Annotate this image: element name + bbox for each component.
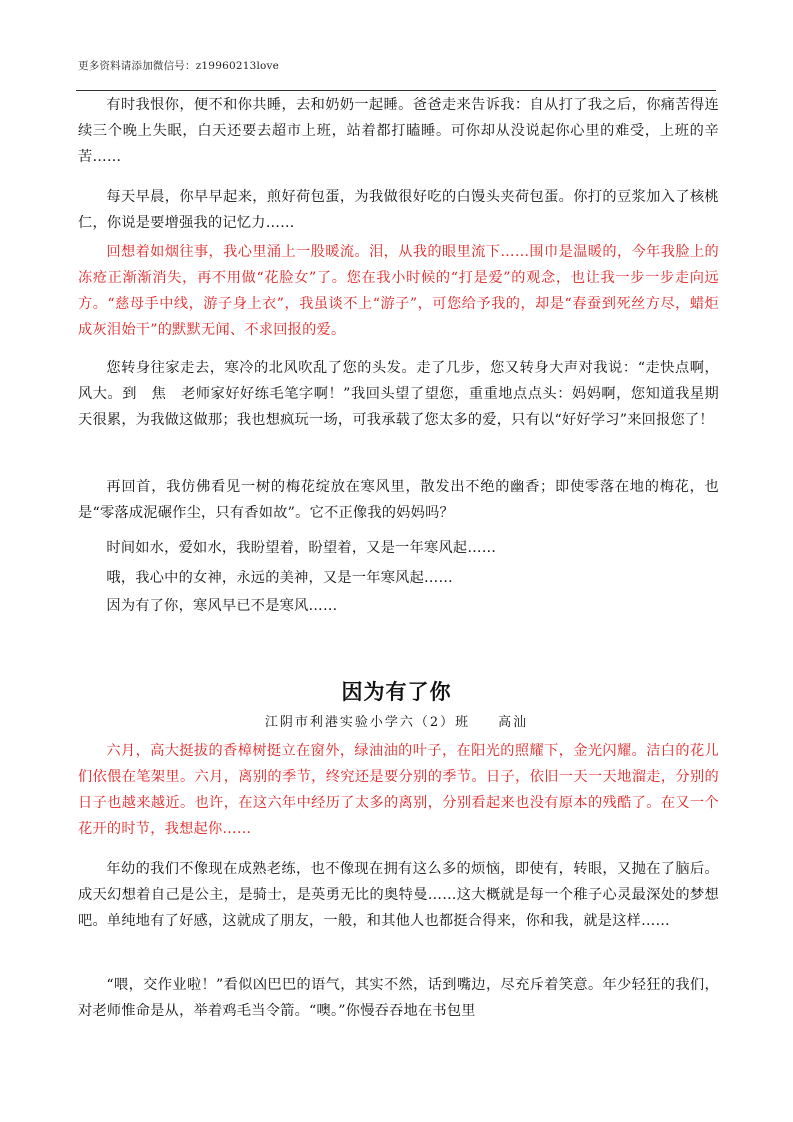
essay1-paragraph-7: 哦，我心中的女神，永远的美神，又是一年寒风起…… [106,570,453,586]
essay1-paragraph-4: 您转身往家走去，寒冷的北风吹乱了您的头发。走了几步，您又转身大声对我说：“走快点啊，风大。到 焦 老师家好好练毛笔字啊！”我回头望了望您，重重地点点头：妈妈啊，您知道我星期天很累，为我做这做那；我也想疯玩一场，可我承载了您太多的爱，只有以“好好学习”来回报您了！ [78,360,719,428]
essay1-paragraph-8: 因为有了你，寒风早已不是寒风…… [106,598,338,614]
header-divider [76,90,716,91]
essay1-paragraph-5: 再回首，我仿佛看见一树的梅花绽放在寒风里，散发出不绝的幽香；即使零落在地的梅花，也是“零落成泥碾作尘，只有香如故”。它不正像我的妈妈吗？ [78,479,719,521]
header-note: 更多资料请添加微信号：z19960213love [78,60,280,72]
essay2-author: 高汕 [498,715,529,730]
essay2-byline [0,711,793,730]
essay2-paragraph-2: 年幼的我们不像现在成熟老练，也不像现在拥有这么多的烦恼，即使有，转眼，又抛在了脑后。成天幻想着自己是公主，是骑士，是英勇无比的奥特曼……这大概就是每一个稚子心灵最深处的梦想吧。单纯地有了好感，这就成了朋友，一般，和其他人也都挺合得来，你和我，就是这样…… [78,861,719,929]
essay1-paragraph-3: 回想着如烟往事，我心里涌上一股暖流。泪，从我的眼里流下……围巾是温暖的，今年我脸上的冻疮正渐渐消失，再不用做“花脸女”了。您在我小时候的“打是爱”的观念，也让我一步一步走向远方。“慈母手中线，游子身上衣”，我虽谈不上“游子”，可您给予我的，却是“春蚕到死丝方尽，蜡炬成灰泪始干”的默默无闻、不求回报的爱。 [78,244,719,338]
essay2-title: 因为有了你 [341,680,452,704]
essay2-school: 江阴市利港实验小学六（2）班 [264,715,471,730]
essay1-paragraph-1: 有时我恨你，便不和你共睡，去和奶奶一起睡。爸爸走来告诉我：自从打了我之后，你痛苦得连续三个晚上失眠，白天还要去超市上班，站着都打瞌睡。可你却从没说起你心里的难受，上班的辛苦…… [78,97,719,165]
essay1-paragraph-2: 每天早晨，你早早起来，煎好荷包蛋，为我做很好吃的白馒头夹荷包蛋。你打的豆浆加入了核桃仁，你说是要增强我的记忆力…… [78,189,719,231]
essay1-paragraph-6: 时间如水，爱如水，我盼望着，盼望着，又是一年寒风起…… [106,540,497,556]
essay2-paragraph-1: 六月，高大挺拔的香樟树挺立在窗外，绿油油的叶子，在阳光的照耀下，金光闪耀。洁白的花儿们依偎在笔架里。六月，离别的季节，终究还是要分别的季节。日子，依旧一天一天地溜走，分别的日子也越来越近。也许，在这六年中经历了太多的离别，分别看起来也没有原本的残酷了。在又一个花开的时节，我想起你…… [78,743,719,837]
essay2-paragraph-3: “喂，交作业啦！”看似凶巴巴的语气，其实不然，话到嘴边，尽充斥着笑意。年少轻狂的我们，对老师惟命是从，举着鸡毛当令箭。“噢。”你慢吞吞地在书包里 [78,977,719,1019]
